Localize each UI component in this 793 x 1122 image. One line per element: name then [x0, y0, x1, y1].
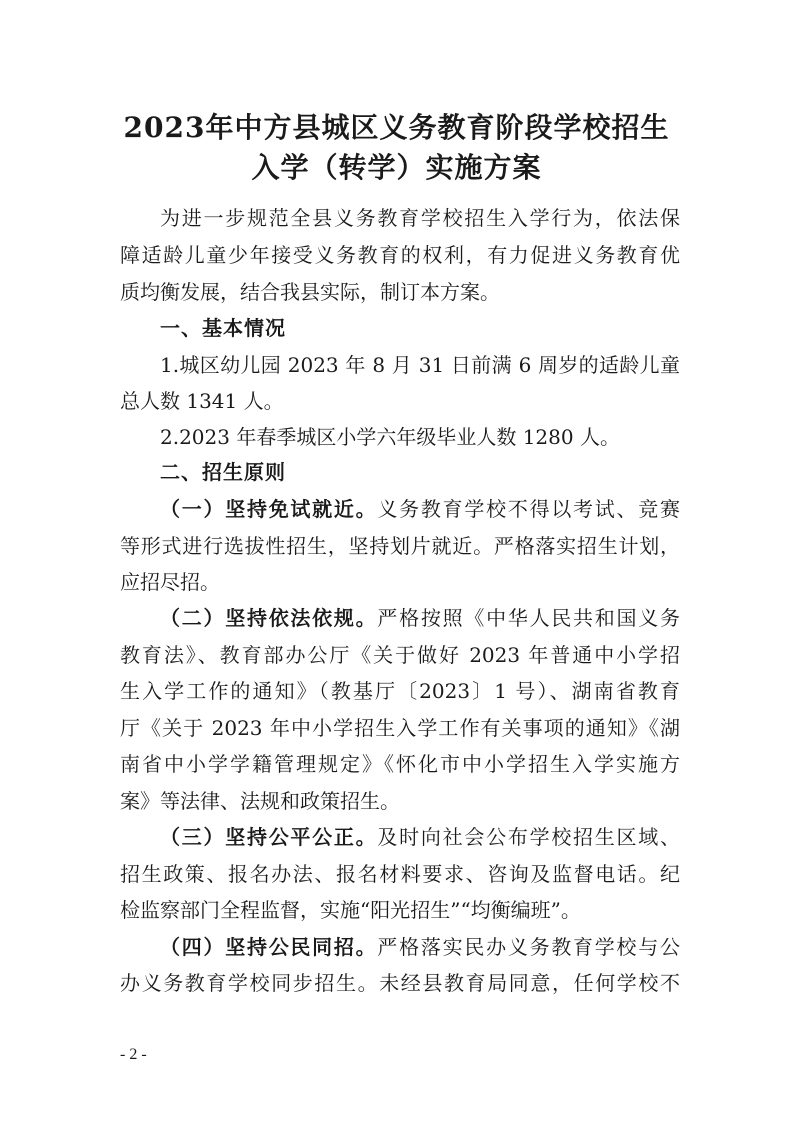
principle-1-line-1	[160, 494, 680, 524]
principle-2-line-5: 南省中小学学籍管理规定》《怀化市中小学招生入学实施方	[120, 752, 680, 776]
principle-2-title: （二）坚持依法依规。	[160, 606, 378, 630]
principle-3-line-2: 招生政策、报名办法、报名材料要求、咨询及监督电话。纪	[120, 862, 680, 886]
intro-line-1: 为进一步规范全县义务教育学校招生入学行为，依法保	[160, 206, 680, 230]
principle-1-line-3: 应招尽招。	[120, 570, 220, 594]
principle-4-text: 严格落实民办义务教育学校与公	[377, 935, 680, 959]
principle-2-text: 严格按照《中华人民共和国义务	[377, 606, 680, 630]
document-title-line-1: 2023年中方县城区义务教育阶段学校招生	[123, 111, 670, 144]
principle-3-line-1	[160, 822, 680, 852]
basic-info-item-2: 2.2023 年春季城区小学六年级毕业人数 1280 人。	[160, 425, 620, 449]
principle-4-line-2: 办义务教育学校同步招生。未经县教育局同意，任何学校不	[120, 971, 680, 995]
principle-2-line-1	[160, 603, 680, 633]
page-number: - 2 -	[120, 1046, 147, 1063]
principle-2-line-3: 生入学工作的通知》（教基厅〔2023〕1 号）、湖南省教育	[120, 679, 680, 703]
section-heading-basic-info: 一、基本情况	[160, 316, 286, 340]
principle-1-text: 义务教育学校不得以考试、竞赛	[377, 497, 680, 521]
principle-4-title: （四）坚持公民同招。	[160, 935, 378, 959]
principle-2-line-6: 案》等法律、法规和政策招生。	[120, 789, 400, 813]
principle-1-line-2: 等形式进行选拔性招生，坚持划片就近。严格落实招生计划，	[120, 534, 680, 558]
intro-line-2: 障适龄儿童少年接受义务教育的权利，有力促进义务教育优	[120, 243, 680, 267]
principle-2-line-2: 教育法》、教育部办公厅《关于做好 2023 年普通中小学招	[120, 643, 680, 667]
basic-info-item-1-line-1: 1.城区幼儿园 2023 年 8 月 31 日前满 6 周岁的适龄儿童	[160, 353, 680, 377]
principle-1-title: （一）坚持免试就近。	[160, 497, 378, 521]
principle-4-line-1	[160, 932, 680, 962]
section-heading-principles: 二、招生原则	[160, 460, 286, 484]
principle-3-title: （三）坚持公平公正。	[160, 825, 378, 849]
document-title-line-2: 入学（转学）实施方案	[251, 151, 542, 184]
principle-2-line-4: 厅《关于 2023 年中小学招生入学工作有关事项的通知》《湖	[120, 716, 680, 740]
basic-info-item-1-line-2: 总人数 1341 人。	[120, 389, 284, 413]
intro-line-3: 质均衡发展，结合我县实际，制订本方案。	[120, 280, 500, 304]
principle-3-text: 及时向社会公布学校招生区域、	[377, 825, 680, 849]
principle-3-line-3: 检监察部门全程监督，实施“阳光招生”“均衡编班”。	[120, 898, 581, 922]
